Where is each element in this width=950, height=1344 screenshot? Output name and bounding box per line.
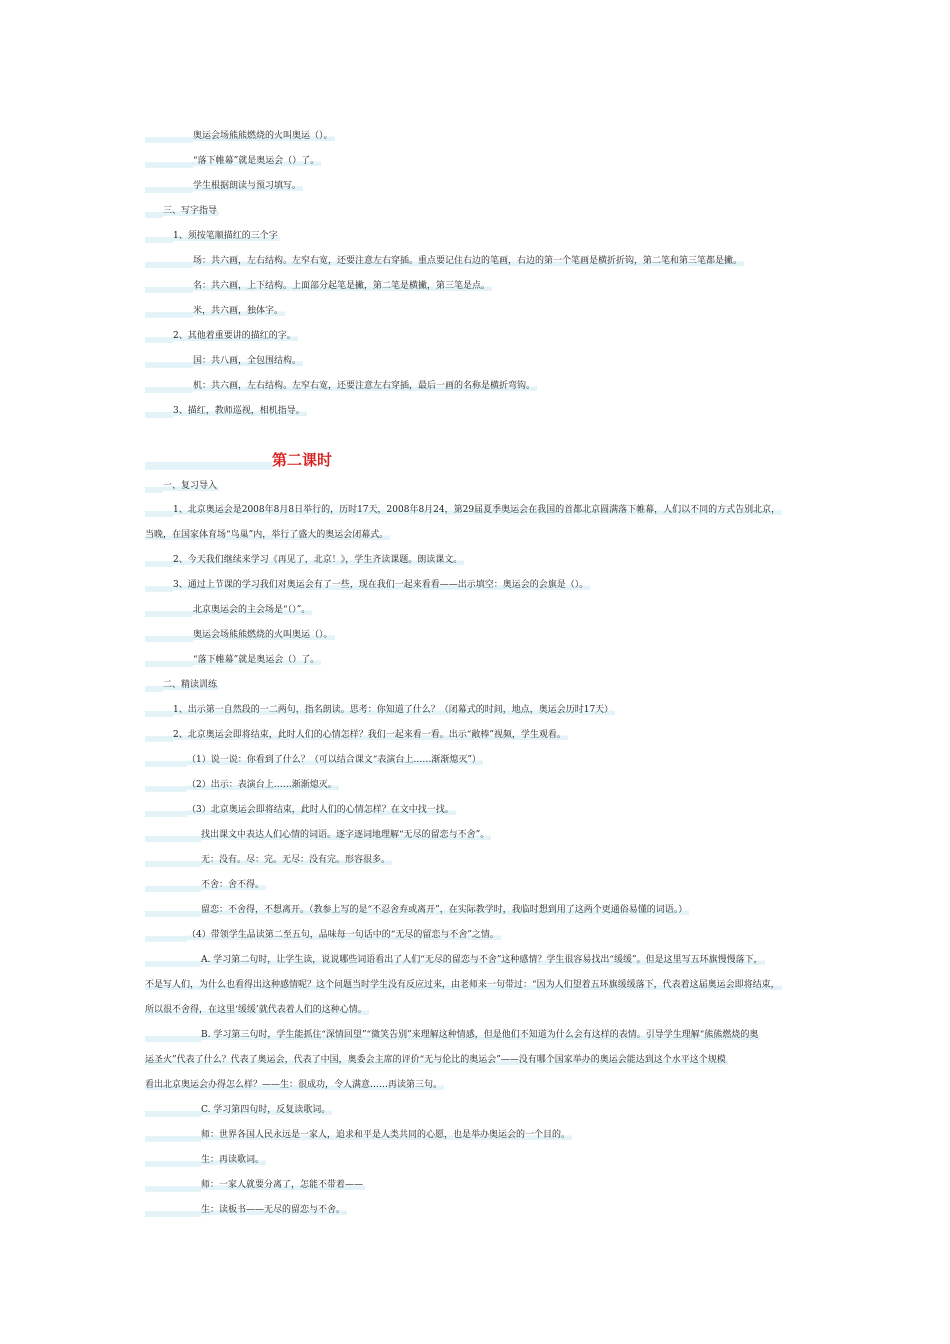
section-heading: 一、复习导入 (145, 480, 810, 493)
text-line: 不舍：舍不得。 (145, 879, 810, 892)
text-line: 奥运会场熊熊燃烧的火叫奥运（）。 (145, 130, 810, 143)
section-heading: 二、精读训练 (145, 679, 810, 692)
text-line: 2、其他着重要讲的描红的字。 (145, 330, 810, 343)
text-line: 3、描红，教师巡视，相机指导。 (145, 405, 810, 418)
text-line: （4）带领学生品读第二至五句，品味每一句话中的“无尽的留恋与不舍”之情。 (145, 929, 810, 942)
text-line: 当晚，在国家体育场“鸟巢”内，举行了盛大的奥运会闭幕式。 (145, 530, 389, 540)
text-line: C. 学习第四句时，反复读歌词。 (145, 1104, 810, 1117)
text-line: 1、北京奥运会是2008年8月8日举行的，历时17天，2008年8月24，第29届夏季奥运会在我国的首都北京圆满落下帷幕，人们以不同的方式告别北京， (145, 504, 810, 517)
text-line: 1、须按笔顺描红的三个字 (145, 230, 810, 243)
text-line: 所以很不舍得，在这里‘缓缓’就代表着人们的这种心情。 (145, 1005, 367, 1015)
text-line: B. 学习第三句时，学生能抓住“深情回望”“微笑告别”来理解这种情感，但是他们不知道为什么会有这样的表情。引导学生理解“熊熊燃烧的奥 (145, 1029, 810, 1042)
text-line: 找出课文中表达人们心情的词语。逐字逐词地理解“无尽的留恋与不舍”。 (145, 829, 810, 842)
text-line: A. 学习第二句时，让学生读，说说哪些词语看出了人们“无尽的留恋与不舍”这种感情？学生很容易找出“缓缓”。但是这里写五环旗慢慢落下， (145, 954, 810, 967)
text-line: 学生根据朗读与预习填写。 (145, 180, 810, 193)
text-line: 留恋：不舍得，不想离开。（教参上写的是“不忍舍弃或离开”，在实际教学时，我临时想到用了这两个更通俗易懂的词语。） (145, 904, 810, 917)
text-line: 名：共六画，上下结构。上面部分起笔是撇，第二笔是横撇，第三笔是点。 (145, 280, 810, 293)
text-line: 2、北京奥运会即将结束，此时人们的心情怎样？我们一起来看一看。出示“敞棒”视频，学生观看。 (145, 729, 810, 742)
text-line: 运圣火”代表了什么？代表了奥运会，代表了中国，奥委会主席的评价“无与伦比的奥运会”——没有哪个国家举办的奥运会能达到这个水平这个规模 (145, 1055, 726, 1065)
text-line: 机：共六画，左右结构。左窄右宽，还要注意左右穿插，最后一画的名称是横折弯钩。 (145, 380, 810, 393)
text-line: 生：读板书——无尽的留恋与不舍。 (145, 1204, 810, 1217)
lesson-title: 第二课时 (145, 450, 332, 470)
text-line: 场：共六画，左右结构。左窄右宽，还要注意左右穿插。重点要记住右边的笔画，右边的第一个笔画是横折折钩，第二笔和第三笔都是撇。 (145, 255, 810, 268)
text-line: （2）出示：表演台上……渐渐熄灭。 (145, 779, 810, 792)
text-line: 无：没有。尽：完。无尽：没有完。形容很多。 (145, 854, 810, 867)
text-line: （1）说一说：你看到了什么？（可以结合课文“表演台上……渐渐熄灭”） (145, 754, 810, 767)
text-line: 北京奥运会的主会场是“（）”。 (145, 604, 810, 617)
text-line: 不是写人们，为什么也看得出这种感情呢？这个问题当时学生没有反应过来，由老师来一句带过：“因为人们望着五环旗缓缓落下，代表着这届奥运会即将结束， (145, 980, 780, 990)
text-line: 生：再读歌词。 (145, 1154, 810, 1167)
text-line: 师：世界各国人民永远是一家人，追求和平是人类共同的心愿，也是举办奥运会的一个目的。 (145, 1129, 810, 1142)
text-line: 看出北京奥运会办得怎么样？——生：很成功，令人满意……再读第三句。 (145, 1080, 443, 1090)
text-line: 1、出示第一自然段的一二两句，指名朗读。思考：你知道了什么？（闭幕式的时间，地点，奥运会历时17天） (145, 704, 810, 717)
text-line: （3）北京奥运会即将结束，此时人们的心情怎样？在文中找一找。 (145, 804, 810, 817)
text-line: 国：共八画，全包围结构。 (145, 355, 810, 368)
text-line: 奥运会场熊熊燃烧的火叫奥运（）。 (145, 629, 810, 642)
text-line: 2、今天我们继续来学习《再见了，北京！》，学生齐读课题。朗读课文。 (145, 554, 810, 567)
text-line: “落下帷幕”就是奥运会（）了。 (145, 654, 810, 667)
text-line: 米，共六画，独体字。 (145, 305, 810, 318)
section-heading: 三、写字指导 (145, 205, 810, 218)
text-line: 3、通过上节课的学习我们对奥运会有了一些，现在我们一起来看看——出示填空：奥运会的会旗是（）。 (145, 579, 810, 592)
text-line: “落下帷幕”就是奥运会（）了。 (145, 155, 810, 168)
text-line: 师：一家人就要分离了，怎能不带着—— (145, 1179, 810, 1192)
